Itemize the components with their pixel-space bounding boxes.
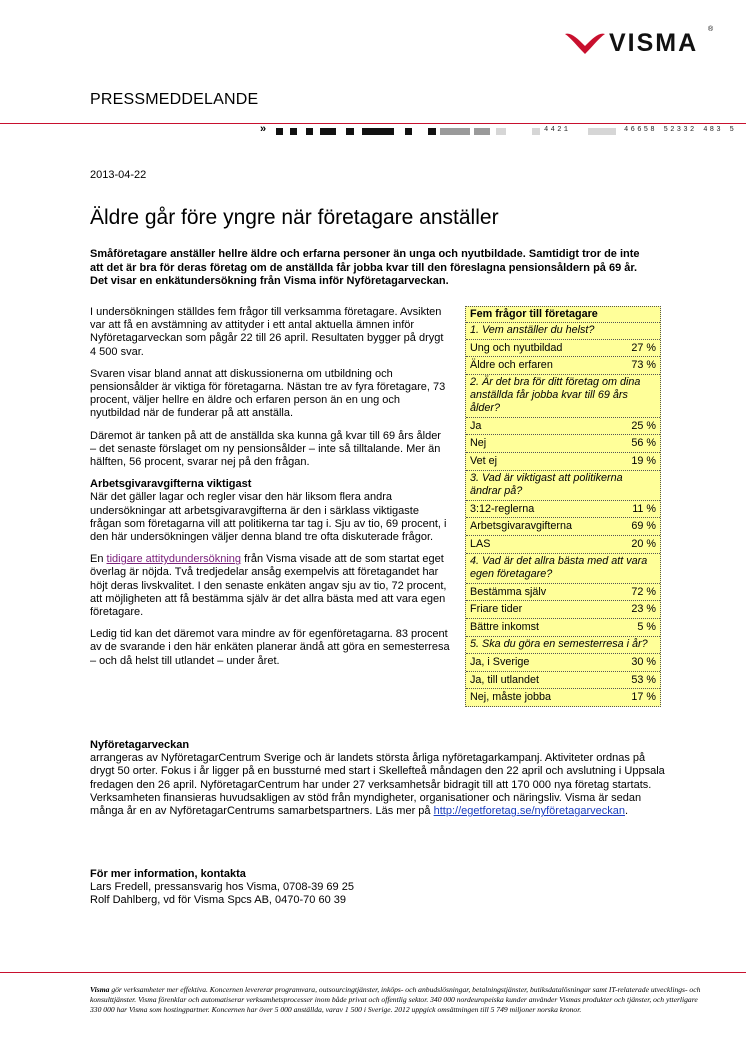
facts-answer-row: Bättre inkomst 5 %	[466, 619, 660, 637]
contact-heading: För mer information, kontakta	[90, 868, 246, 880]
facts-answer-row: Bestämma själv 72 %	[466, 584, 660, 602]
release-date: 2013-04-22	[90, 169, 147, 181]
survey-facts-box	[465, 306, 661, 707]
body-paragraph: Däremot är tanken på att de anställda ska kunna gå kvar till 69 års ålder – det senaste förslaget om ny pensionsålder – inte så tilltalande. Mer än hälften, 56 procent, svarar nej på den frågan.	[90, 429, 441, 469]
document-type: PRESSMEDDELANDE	[90, 91, 259, 108]
facts-answer-row: 3:12-reglerna 11 %	[466, 501, 660, 519]
facts-answer-row: Ung och nyutbildad 27 %	[466, 340, 660, 358]
header-rule	[0, 123, 746, 124]
body-paragraph: I undersökningen ställdes fem frågor till verksamma företagare. Avsikten var att få en avstämning av attityder i ett antal aktuella ämnen inför Nyföretagarveckan som pågår 22 till 26 april. Resultaten bygger på drygt 4 500 svar.	[90, 306, 444, 358]
footer-text: gör verksamheter mer effektiva. Koncernen levererar programvara, outsourcingtjänster, inköps- och anbudslösningar, betalningstjänster, butiksdatalösningar samt IT-relaterade utvecklings- och konsulttjänster. Visma förenklar och automatiserar verksamhetsprocesser inom både privat och offentlig sektor. 340 000 nordeuropeiska kunder använder Vismas produkter och tjänster, och ytterligare 330 000 har Visma som hostingpartner. Koncernen har över 5 000 anställda, varav 1 500 i Sverige. 2012 uppgick omsättningen till 5 749 miljoner norska kronor.	[90, 985, 701, 1014]
visma-swoosh-icon	[563, 30, 607, 56]
footer-brand: Visma	[90, 985, 110, 994]
facts-question: 2. Är det bra för ditt företag om dina anställda får jobba kvar till 69 års ålder?	[466, 375, 660, 417]
facts-title: Fem frågor till företagare	[466, 307, 660, 323]
body-paragraph: Ledig tid kan det däremot vara mindre av för egenföretagarna. 83 procent av de svarande i den här enkäten planerar ändå att göra en semesterresa – och då helst till utlandet – under året.	[90, 628, 450, 667]
facts-question: 3. Vad är viktigast att politikerna ändrar på?	[466, 471, 660, 501]
logo-text: VISMA	[609, 29, 699, 57]
body-paragraph: När det gäller lagar och regler visar den här liksom flera andra undersökningar att arbetsgivaravgifterna är den i särklass viktigaste frågan som företagarna vill att politikerna tar tag i. Sju av tio, 69 procent, i den här undersökningen väljer denna bland tre ofta diskuterade frågor.	[90, 491, 447, 544]
decorative-barcode	[260, 123, 746, 138]
barcode-chevron: »	[260, 123, 267, 135]
facts-answer-row: Vet ej 19 %	[466, 453, 660, 471]
lead-paragraph: Småföretagare anställer hellre äldre och erfarna personer än unga och nyutbildade. Samtidigt tror de inte att det är bra för deras företag om de anställda får jobba kvar till den föreslagna pensionsåldern på 69 år. Det visar en enkätundersökning från Visma inför Nyföretagarveckan.	[90, 248, 640, 287]
facts-answer-row: Arbetsgivaravgifterna 69 %	[466, 518, 660, 536]
company-footer	[90, 985, 710, 1015]
body-paragraph: Svaren visar bland annat att diskussionerna om utbildning och pensionsålder är viktiga för företagarna. Nästan tre av fyra företagare, 73 procent, väljer hellre en äldre och erfaren person än en ung och nyutbildad när de funderar på att anställa.	[90, 367, 446, 420]
contact-line: Lars Fredell, pressansvarig hos Visma, 0708-39 69 25	[90, 881, 354, 894]
body-paragraph-with-link: En tidigare attitydundersökning från Visma visade att de som startat eget överlag är nöjda. Två tredjedelar ansåg exempelvis att företagandet har höjt deras livskvalitet. I den senaste enkäten angav sju av tio, 72 procent, att möjligheten att få bestämma själv är det allra bästa med att vara egen företagare.	[90, 553, 447, 619]
facts-answer-row: Nej 56 %	[466, 435, 660, 453]
body-column	[90, 306, 450, 677]
page-title: Äldre går före yngre när företagare anställer	[90, 206, 499, 229]
facts-question: 5. Ska du göra en semesterresa i år?	[466, 637, 660, 654]
facts-answer-row: Friare tider 23 %	[466, 601, 660, 619]
contact-line: Rolf Dahlberg, vd för Visma Spcs AB, 0470-70 60 39	[90, 894, 346, 907]
section-subheading: Arbetsgivaravgifterna viktigast	[90, 478, 252, 491]
facts-answer-row: LAS 20 %	[466, 536, 660, 554]
facts-question: 1. Vem anställer du helst?	[466, 323, 660, 340]
barcode-number-2: 46658 52332 483 5	[624, 126, 737, 134]
facts-answer-row: Ja, i Sverige 30 %	[466, 654, 660, 672]
footer-rule	[0, 972, 746, 973]
facts-answer-row: Ja, till utlandet 53 %	[466, 672, 660, 690]
barcode-number-1: 4421	[544, 126, 571, 134]
logo-registered-mark: ®	[708, 26, 714, 33]
contact-section	[90, 868, 670, 908]
facts-question: 4. Vad är det allra bästa med att vara egen företagare?	[466, 554, 660, 584]
facts-answer-row: Ja 25 %	[466, 418, 660, 436]
survey-link[interactable]: tidigare attitydundersökning	[106, 553, 242, 566]
about-text: arrangeras av NyföretagarCentrum Sverige och är landets största årliga nyföretagarkampanj. Aktiviteter ordnas på drygt 50 orter. Fokus i år ligger på en bussturné med start i Skellefteå måndagen den 22 april och avslutning i Uppsala fredagen den 26 april. NyföretagarCentrum har under 27 verksamhetsår bidragit till att 170 000 nya företag startats. Verksamheten finansieras huvudsakligen av stöd från myndigheter, organisationer och näringsliv. Visma är sedan många år en av NyföretagarCentrums samarbetspartners. Läs mer på http://egetforetag.se/nyföretagarveckan.	[90, 752, 665, 818]
campaign-link[interactable]: http://egetforetag.se/nyföretagarveckan	[433, 805, 626, 818]
about-heading: Nyföretagarveckan	[90, 739, 190, 751]
facts-answer-row: Äldre och erfaren 73 %	[466, 357, 660, 375]
facts-answer-row: Nej, måste jobba 17 %	[470, 691, 656, 704]
about-section	[90, 739, 670, 818]
visma-logo	[563, 26, 723, 58]
